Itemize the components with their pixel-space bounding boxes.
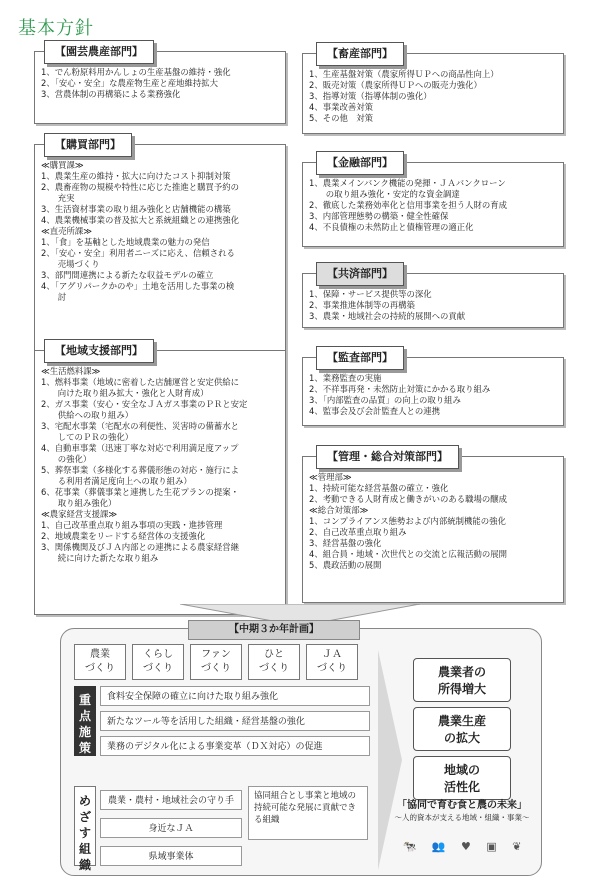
goal-production: 農業生産 の拡大	[413, 707, 511, 751]
goal-income: 農業者の 所得増大	[413, 658, 511, 702]
item-line: 6、花事業（葬儀事業と連携した生花プランの提案・	[41, 487, 239, 497]
pillar-living: くらし づくり	[132, 644, 184, 680]
section-tag: 【共済部門】	[316, 262, 404, 286]
item-line: ≪生活燃料課≫	[41, 366, 101, 376]
heart-icon: ♥	[460, 840, 477, 853]
section-body	[302, 456, 564, 603]
goal-arrow-icon	[378, 650, 402, 870]
item-line: 2、地域農業をリードする経営体の支援強化	[41, 531, 206, 541]
section-purchasing	[34, 133, 286, 355]
pillar-agriculture: 農業 づくり	[74, 644, 126, 680]
measure-item: 業務のデジタル化による事業変革（ＤＸ対応）の促進	[100, 736, 370, 756]
pillar-ja: ＪＡ づくり	[306, 644, 358, 680]
section-body	[34, 144, 286, 355]
item-line: 3、宅配水事業（宅配水の利便性、災害時の備蓄水と	[41, 421, 239, 431]
item-line: 2、「安心・安全」利用者ニーズに応え、信頼される	[41, 248, 235, 258]
section-tag: 【地域支援部門】	[44, 339, 154, 363]
item-line: してのＰＲの強化）	[41, 432, 134, 442]
section-finance	[302, 151, 564, 247]
cow-icon: 🐄	[402, 840, 423, 853]
item-line: 3、「内部監査の品質」の向上の取り組み	[309, 395, 461, 405]
item-line: 売場づくり	[41, 259, 100, 269]
item-line: 4、農業機械事業の普及拡大と系統組織との連携強化	[41, 215, 239, 225]
item-line: 2、自己改革重点取り組み	[309, 527, 407, 537]
item-line: 3、指導対策（指導体制の強化）	[309, 91, 432, 101]
pillar-fans: ファン づくり	[190, 644, 242, 680]
item-line: 3、内部管理態勢の構築・健全性確保	[309, 211, 449, 221]
section-tag: 【園芸農産部門】	[44, 40, 154, 64]
item-line: 4、自動車事業（迅速丁寧な対応で利用満足度アップ	[41, 443, 239, 453]
plan-title: 【中期３か年計画】	[188, 620, 360, 640]
item-line: 4、「アグリパークかのや」土地を活用した事業の検	[41, 281, 235, 291]
item-line: 1、農業メインバンク機能の発揮・ＪＡバンクローン	[309, 178, 506, 188]
measure-item: 食料安全保障の確立に向けた取り組み強化	[100, 686, 370, 706]
item-line: 5、農政活動の展開	[309, 560, 382, 570]
item-line: 4、不良債権の未然防止と債権管理の適正化	[309, 222, 474, 232]
item-line: ≪管理部≫	[309, 472, 352, 482]
meeting-icon: ▣	[486, 840, 503, 853]
item-line: 1、持続可能な経営基盤の確立・強化	[309, 483, 449, 493]
focus-measures-label: 重点 施策	[74, 686, 96, 756]
page-title: 基本方針	[18, 18, 94, 39]
item-line: 5、その他 対策	[309, 113, 373, 123]
item-line: 1、農業生産の維持・拡大に向けたコスト抑制対策	[41, 171, 231, 181]
item-line: 1、燃料事業（地域に密着した店舗運営と安定供給に	[41, 377, 239, 387]
item-line: 供給への取り組み）	[41, 410, 134, 420]
coop-statement: 協同組合とし事業と地域の持続可能な発展に貢献できる組織	[248, 786, 368, 840]
icon-row	[400, 840, 530, 853]
item-line: 3、農業・地域社会の持続的展開への貢献	[309, 311, 466, 321]
item-line: 1、業務監査の実施	[309, 373, 382, 383]
section-tag: 【購買部門】	[44, 133, 132, 157]
section-tag: 【畜産部門】	[316, 42, 404, 66]
item-line: 3、生活資材事業の取り組み強化と店舗機能の構築	[41, 204, 231, 214]
item-line: 続に向けた新たな取り組み	[41, 553, 159, 563]
sprout-icon: ❦	[512, 840, 528, 853]
item-line: 1、自己改革重点取り組み事項の実践・進捗管理	[41, 520, 223, 530]
pillar-people: ひと づくり	[248, 644, 300, 680]
item-line: 4、監事会及び会計監査人との連携	[309, 406, 440, 416]
section-community-support	[34, 339, 286, 615]
aim-org-label: めざす 組織	[74, 786, 96, 866]
section-tag: 【金融部門】	[316, 151, 404, 175]
aim-item: 県域事業体	[100, 846, 242, 866]
item-line: 4、事業改善対策	[309, 102, 373, 112]
item-line: 4、組合員・地域・次世代との交流と広報活動の展開	[309, 549, 507, 559]
sub-slogan: ～人的資本が支える地域・組織・事業～	[394, 813, 530, 822]
measure-item: 新たなツール等を活用した組織・経営基盤の強化	[100, 711, 370, 731]
item-line: 1、「食」を基軸とした地域農業の魅力の発信	[41, 237, 210, 247]
item-line: ≪購買課≫	[41, 160, 84, 170]
section-tag: 【監査部門】	[316, 346, 404, 370]
item-line: 向けた取り組み拡大・強化と人財育成）	[41, 388, 209, 398]
item-line: 1、コンプライアンス態勢および内部統制機能の強化	[309, 516, 506, 526]
people-icon: 👥	[431, 840, 452, 853]
item-line: の強化）	[41, 454, 92, 464]
item-line: 2、農畜産物の規模や特性に応じた推進と購買予約の	[41, 182, 239, 192]
aim-item: 身近なＪＡ	[100, 818, 242, 838]
item-line: 取り組み強化）	[41, 498, 117, 508]
section-horticulture	[34, 40, 286, 124]
item-line: 1、生産基盤対策（農家所得ＵＰへの商品性向上）	[309, 69, 499, 79]
section-livestock	[302, 42, 564, 134]
item-line: 2、考動できる人財育成と働きがいのある職場の醸成	[309, 494, 507, 504]
section-management	[302, 445, 564, 603]
item-line: ≪直売所課≫	[41, 226, 93, 236]
item-line: 2、ガス事業（安心・安全なＪＡガス事業のＰＲと安定	[41, 399, 248, 409]
section-tag: 【管理・総合対策部門】	[316, 445, 459, 469]
item-line: 2、不祥事再発・未然防止対策にかかる取り組み	[309, 384, 491, 394]
slogan: 「協同で育む食と農の未来」	[397, 800, 527, 811]
item-line: ≪農家経営支援課≫	[41, 509, 118, 519]
item-line: 1、でん粉原料用かんしょの生産基盤の維持・強化	[41, 67, 231, 77]
goal-revitalization: 地域の 活性化	[413, 756, 511, 800]
item-line: 3、関係機関及びＪＡ内部との連携による農家経営継	[41, 542, 239, 552]
item-line: 3、部門間連携による新たな収益モデルの確立	[41, 270, 214, 280]
item-line: 3、営農体制の再構築による業務強化	[41, 89, 181, 99]
item-line: る利用者満足度向上への取り組み）	[41, 476, 192, 486]
item-line: の取り組み強化・安定的な資金調達	[309, 189, 460, 199]
item-line: 1、保障・サービス提供等の深化	[309, 289, 432, 299]
item-line: 2、販売対策（農家所得ＵＰへの販売力強化）	[309, 80, 482, 90]
item-line: 充実	[41, 193, 75, 203]
item-line: 2、事業推進体制等の再構築	[309, 300, 415, 310]
item-line: 3、経営基盤の強化	[309, 538, 382, 548]
item-line: ≪総合対策部≫	[309, 505, 369, 515]
item-line: 討	[41, 292, 67, 302]
aim-item: 農業・農村・地域社会の守り手	[100, 790, 242, 810]
item-line: 2、「安心・安全」な農産物生産と産地維持拡大	[41, 78, 219, 88]
section-mutual-aid	[302, 262, 564, 328]
item-line: 2、徹底した業務効率化と信用事業を担う人財の育成	[309, 200, 507, 210]
section-audit	[302, 346, 564, 426]
item-line: 5、葬祭事業（多様化する葬儀形態の対応・施行によ	[41, 465, 239, 475]
section-body	[34, 350, 286, 615]
